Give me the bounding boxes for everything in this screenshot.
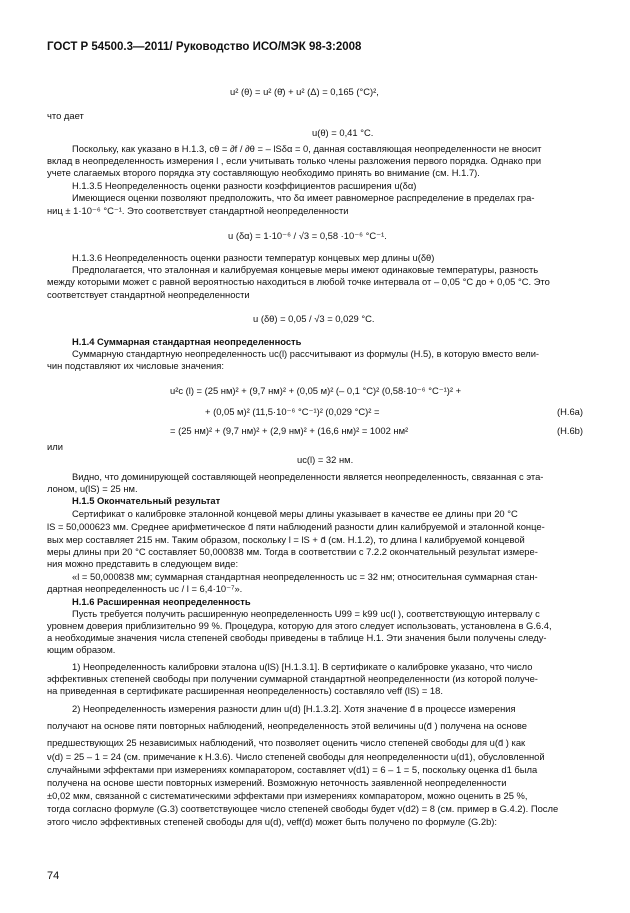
page-number: 74 bbox=[47, 870, 60, 882]
formula-u-delta-alpha: u (δα) = 1·10⁻⁶ / √3 = 0,58 ·10⁻⁶ °C⁻¹. bbox=[228, 230, 387, 241]
text-line: между которыми может с равной вероятностью находиться в любой точке интервала от – 0,05 °C до + 0,05 °C. Это bbox=[47, 276, 550, 287]
text-line: ν(d) = 25 – 1 = 24 (см. примечание к Н.3.6). Число степеней свободы для неопределенности u(d1), обусловленной bbox=[47, 751, 545, 762]
text-line: вых мер составляет 215 нм. Таким образом, поскольку l = lS + d̄ (см. Н.1.2), то длина l калибруемой концевой bbox=[47, 534, 525, 545]
section-heading: Н.1.5 Окончательный результат bbox=[72, 495, 221, 506]
text-line: тогда согласно формуле (G.3) соответствующее число степеней свободы будет ν(d2) = 8 (см. пример в G.4.2). После bbox=[47, 803, 559, 814]
text-line: предшествующих 25 независимых наблюдений, что позволяет оценить число степеней свободы для u(d̄ ) как bbox=[47, 737, 526, 748]
text-line: соответствует стандартной неопределенности bbox=[47, 289, 250, 300]
text-line: получена на основе шести повторных измерений. Возможную неточность заявленной неопределенности bbox=[47, 777, 507, 788]
formula-uc2: u²c (l) = (25 нм)² + (9,7 нм)² + (0,05 м)² (– 0,1 °C)² (0,58·10⁻⁶ °C⁻¹)² + bbox=[170, 385, 462, 396]
text-line: чин подставляют их числовые значения: bbox=[47, 360, 224, 371]
section-heading: Н.1.4 Суммарная стандартная неопределенность bbox=[72, 336, 302, 347]
formula-uc: uc(l) = 32 нм. bbox=[297, 454, 354, 465]
text-line: уровнем доверия приблизительно 99 %. Процедура, которую для этого следует использовать, установлена в G.6.4, bbox=[47, 620, 552, 631]
text-line: Поскольку, как указано в Н.1.3, cθ = ∂f / ∂θ = – lSδα = 0, данная составляющая неопределенности не вносит bbox=[72, 143, 542, 154]
document-header: ГОСТ Р 54500.3—2011/ Руководство ИСО/МЭК 98-3:2008 bbox=[47, 41, 362, 53]
text-line: дартная неопределенность uc / l = 6,4·10⁻⁷». bbox=[47, 583, 243, 594]
text-line: 1) Неопределенность калибровки эталона u(lS) [Н.1.3.1]. В сертификате о калибровке указано, что число bbox=[72, 661, 533, 672]
text-line: lS = 50,000623 мм. Среднее арифметическое d̄ пяти наблюдений разности длин калибруемой и эталонной конце- bbox=[47, 521, 545, 532]
text-line: учете слагаемых второго порядка эту составляющую необходимо принять во внимание (см. Н.1.7). bbox=[47, 167, 480, 178]
section-heading: Н.1.6 Расширенная неопределенность bbox=[72, 596, 251, 607]
text-line: ниц ± 1·10⁻⁶ °C⁻¹. Это соответствует стандартной неопределенности bbox=[47, 205, 349, 216]
formula-u2-theta: u² (θ) = u² (θ̄) + u² (Δ) = 0,165 (°C)², bbox=[230, 86, 379, 97]
text-line: меры длины при 20 °C составляет 50,000838 мм. Тогда в соответствии с 7.2.2 окончательный результат измере- bbox=[47, 546, 538, 557]
text-line: Суммарную стандартную неопределенность uc(l) рассчитывают из формулы (Н.5), в которую вместо вели- bbox=[72, 348, 540, 359]
equation-number: (Н.6b) bbox=[556, 425, 583, 436]
section-heading: Н.1.3.6 Неопределенность оценки разности температур концевых мер длины u(δθ) bbox=[72, 252, 435, 263]
text-line: на приведенная в сертификате расширенная неопределенность) составляло νeff (lS) = 18. bbox=[47, 685, 443, 696]
section-heading: Н.1.3.5 Неопределенность оценки разности коэффициентов расширения u(δα) bbox=[72, 180, 417, 191]
equation-number: (Н.6а) bbox=[556, 406, 583, 417]
text-line: вклад в неопределенность измерения l , если учитывать только члены разложения первого порядка. Однако при bbox=[47, 155, 542, 166]
text-line: лоном, u(lS) = 25 нм. bbox=[47, 483, 138, 494]
formula-result: = (25 нм)² + (9,7 нм)² + (2,9 нм)² + (16,6 нм)² = 1002 нм² bbox=[170, 425, 409, 436]
text-line: а необходимые значения числа степеней свободы приведены в таблице Н.1. Эти значения были получены следу- bbox=[47, 632, 547, 643]
text-line: ющим образом. bbox=[47, 644, 116, 655]
text-line: 2) Неопределенность измерения разности длин u(d) [Н.1.3.2]. Хотя значение d̄ в процессе измерения bbox=[72, 703, 516, 714]
text-line: или bbox=[47, 441, 63, 452]
text-line: этого число эффективных степеней свободы для u(d), νeff(d) может быть получено по формуле (G.2b): bbox=[47, 816, 498, 827]
text-line: Видно, что доминирующей составляющей неопределенности является неопределенность, связанная с эта- bbox=[72, 471, 544, 482]
text-line: ния можно представить в следующем виде: bbox=[47, 558, 239, 569]
formula-u-delta-theta: u (δθ) = 0,05 / √3 = 0,029 °C. bbox=[253, 313, 375, 324]
text-line: Имеющиеся оценки позволяют предположить, что δα имеет равномерное распределение в пределах гра- bbox=[72, 192, 535, 203]
formula-u-theta: u(θ) = 0,41 °C. bbox=[312, 127, 374, 138]
text-line: Сертификат о калибровке эталонной концевой меры длины указывает в качестве ее длины при 20 °C bbox=[72, 508, 518, 519]
text-line: что дает bbox=[47, 110, 84, 121]
text-line: получают на основе пяти повторных наблюдений, неопределенность этой величины u(d̄ ) получена на основе bbox=[47, 720, 527, 731]
text-line: Предполагается, что эталонная и калибруемая концевые меры имеют одинаковые температуры, разность bbox=[72, 264, 539, 275]
text-line: «l = 50,000838 мм; суммарная стандартная неопределенность uc = 32 нм; относительная суммарная стан- bbox=[72, 571, 538, 582]
text-line: эффективных степеней свободы при получении суммарной стандартной неопределенности (из которой получе- bbox=[47, 673, 538, 684]
text-line: случайными эффектами при измерениях компаратором, составляет ν(d1) = 6 – 1 = 5, поскольку оценка d1 была bbox=[47, 764, 538, 775]
text-line: Пусть требуется получить расширенную неопределенность U99 = k99 uc(l ), соответствующую интервалу с bbox=[72, 608, 540, 619]
formula-continuation: + (0,05 м)² (11,5·10⁻⁶ °C⁻¹)² (0,029 °C)² = bbox=[205, 406, 380, 417]
text-line: ±0,02 мкм, связанной с систематическими эффектами при измерениях компаратором, можно оценить в 25 %, bbox=[47, 790, 528, 801]
